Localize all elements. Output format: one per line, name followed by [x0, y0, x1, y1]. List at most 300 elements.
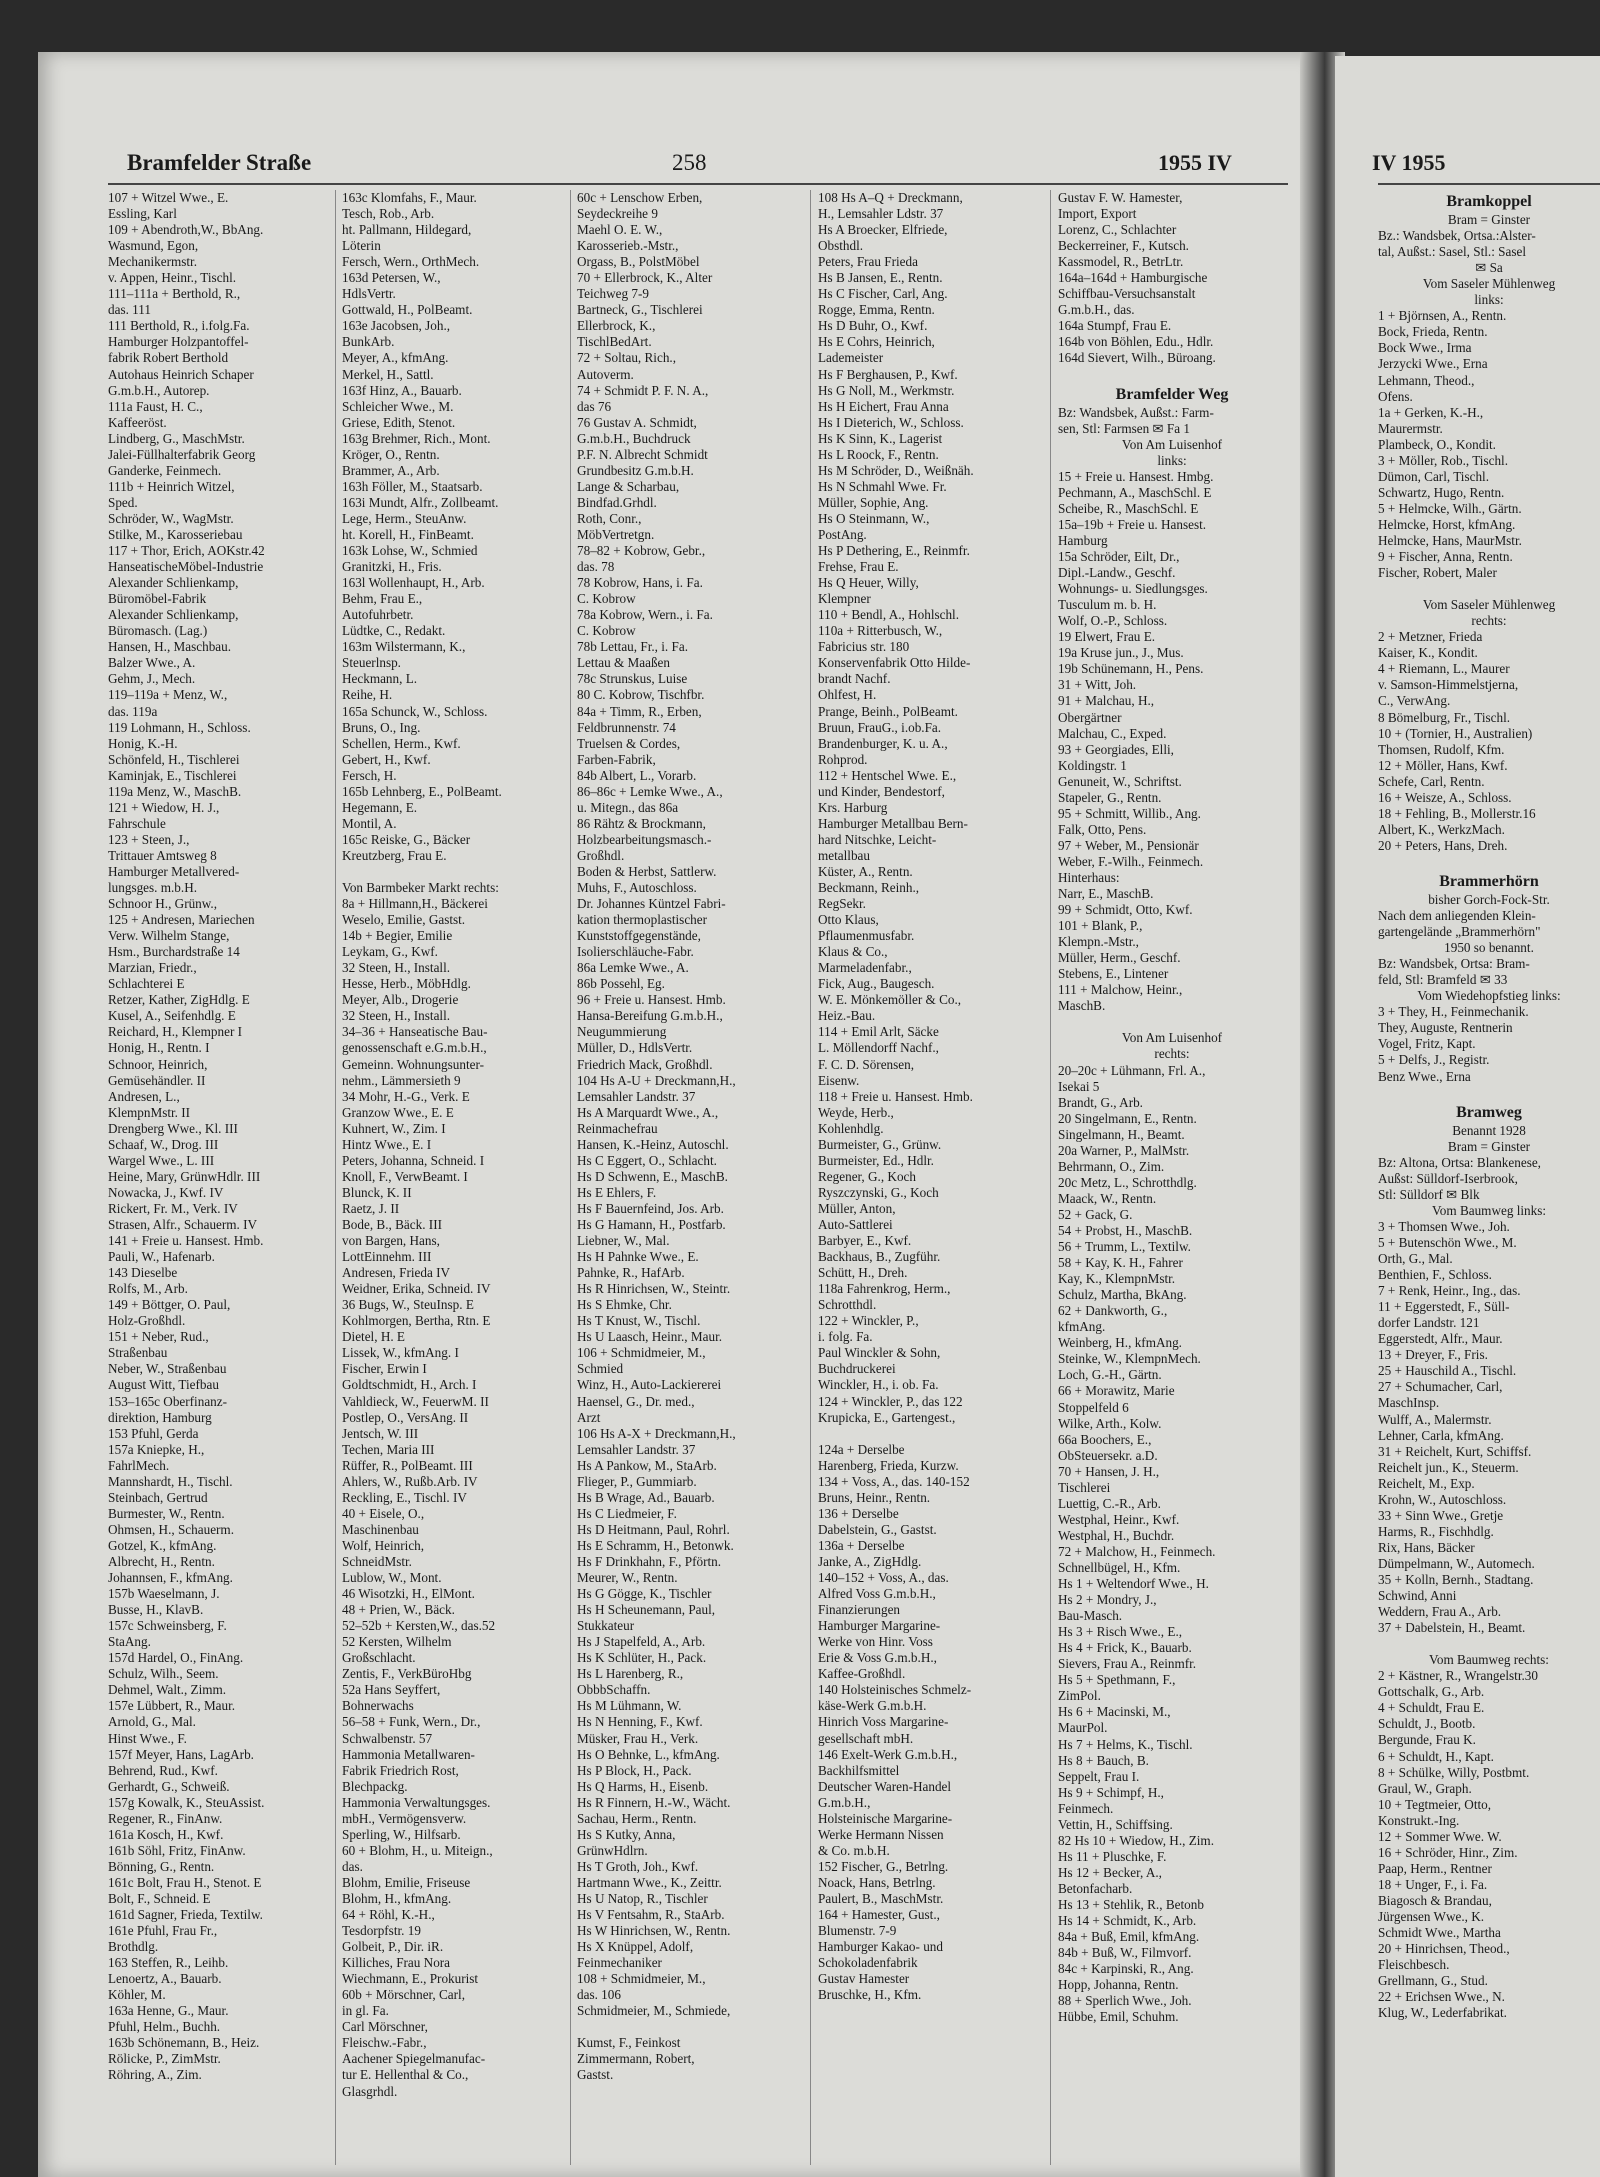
column-divider: [335, 190, 336, 2165]
directory-entry: Blohm, H., kfmAng.: [342, 1890, 452, 1906]
directory-entry: Andresen, L.,: [108, 1088, 180, 1104]
directory-entry: Techen, Maria III: [342, 1441, 435, 1457]
directory-entry: und Kinder, Bendestorf,: [818, 783, 945, 799]
directory-entry: Hs U Laasch, Heinr., Maur.: [577, 1329, 723, 1345]
directory-entry: Sachau, Herm., Rentn.: [577, 1810, 697, 1826]
directory-entry: Karosserieb.-Mstr.,: [577, 238, 679, 254]
directory-entry: 108 Hs A–Q + Dreckmann,: [818, 190, 963, 205]
directory-entry: Granzow Wwe., E. E: [342, 1104, 454, 1120]
directory-entry: Krupicka, E., Gartengest.,: [818, 1409, 956, 1425]
directory-entry: Sievers, Frau A., Reinmfr.: [1058, 1656, 1197, 1672]
directory-entry: Isekai 5: [1058, 1078, 1100, 1094]
directory-entry: Schröder, W., WagMstr.: [108, 510, 234, 526]
directory-entry: Schiffbau-Versuchsanstalt: [1058, 286, 1196, 302]
directory-entry: 165c Reiske, G., Bäcker: [342, 831, 471, 847]
directory-entry: Boden & Herbst, Sattlerw.: [577, 863, 717, 879]
directory-entry: Erie & Voss G.m.b.H.,: [818, 1650, 937, 1666]
directory-entry: Paul Winckler & Sohn,: [818, 1345, 941, 1361]
directory-entry: Bz: Altona, Ortsa: Blankenese,: [1378, 1154, 1541, 1170]
directory-entry: 84a + Timm, R., Erben,: [577, 703, 702, 719]
directory-entry: Biagosch & Brandau,: [1378, 1892, 1492, 1908]
directory-entry: Werke von Hinr. Voss: [818, 1634, 933, 1650]
directory-entry: feld, Stl: Bramfeld ✉ 33: [1378, 972, 1508, 988]
directory-entry: Maack, W., Rentn.: [1058, 1190, 1157, 1206]
directory-entry: 72 + Malchow, H., Feinmech.: [1058, 1543, 1216, 1559]
directory-entry: Ahlers, W., Rußb.Arb. IV: [342, 1473, 478, 1489]
directory-entry: 165b Lehnberg, E., PolBeamt.: [342, 783, 502, 799]
directory-entry: Schnellbügel, H., Kfm.: [1058, 1559, 1181, 1575]
directory-entry: 107 + Witzel Wwe., E.: [108, 190, 229, 205]
directory-entry: 16 + Weisze, A., Schloss.: [1378, 789, 1512, 805]
directory-entry: Hs P Block, H., Pack.: [577, 1762, 692, 1778]
directory-entry: 5 + Delfs, J., Registr.: [1378, 1052, 1490, 1068]
directory-entry: Seppelt, Frau I.: [1058, 1768, 1140, 1784]
directory-entry: Hs N Schmahl Wwe. Fr.: [818, 478, 947, 494]
directory-entry: Seydeckreihe 9: [577, 206, 658, 222]
directory-entry: Hs U Natop, R., Tischler: [577, 1890, 708, 1906]
directory-entry: Ganderke, Feinmech.: [108, 462, 222, 478]
directory-entry: 157d Hardel, O., FinAng.: [108, 1650, 244, 1666]
directory-entry: Bergunde, Frau K.: [1378, 1732, 1476, 1748]
directory-entry: 121 + Wiedow, H. J.,: [108, 799, 220, 815]
directory-entry: FahrlMech.: [108, 1457, 170, 1473]
directory-entry: Schmidt Wwe., Martha: [1378, 1925, 1501, 1941]
directory-entry: Behrmann, O., Zim.: [1058, 1158, 1165, 1174]
directory-entry: Backhilfsmittel: [818, 1762, 900, 1778]
directory-entry: 165a Schunck, W., Schloss.: [342, 703, 488, 719]
directory-entry: 108 + Schmidmeier, M.,: [577, 1971, 706, 1987]
directory-entry: Malchau, C., Exped.: [1058, 725, 1167, 741]
directory-entry: 3 + They, H., Feinmechanik.: [1378, 1004, 1529, 1020]
directory-entry: Westphal, Heinr., Kwf.: [1058, 1511, 1180, 1527]
directory-entry: Gastst.: [577, 2067, 614, 2083]
directory-entry: 153 Pfuhl, Gerda: [108, 1425, 199, 1441]
section-note: Von Am Luisenhof: [1121, 436, 1223, 452]
directory-entry: Killiches, Frau Nora: [342, 1955, 451, 1971]
directory-entry: Fleischbesch.: [1378, 1957, 1450, 1973]
directory-entry: 157g Kowalk, K., SteuAssist.: [108, 1794, 265, 1810]
directory-entry: 32 Steen, H., Install.: [342, 960, 451, 976]
directory-entry: sen, Stl: Farmsen ✉ Fa 1: [1058, 420, 1190, 436]
directory-entry: G.m.b.H.,: [818, 1794, 871, 1810]
directory-entry: 16 + Schröder, Hinr., Zim.: [1378, 1844, 1518, 1860]
directory-entry: Schefe, Carl, Rentn.: [1378, 773, 1485, 789]
directory-entry: Barbyer, E., Kwf.: [818, 1233, 912, 1249]
directory-entry: Dietel, H. E: [342, 1329, 405, 1345]
directory-entry: Dipl.-Landw., Geschf.: [1058, 565, 1176, 581]
directory-entry: Weselo, Emilie, Gastst.: [342, 912, 466, 928]
directory-entry: 82 Hs 10 + Wiedow, H., Zim.: [1058, 1832, 1214, 1848]
directory-entry: Liebner, W., Mal.: [577, 1233, 670, 1249]
directory-entry: Hinrich Voss Margarine-: [818, 1714, 949, 1730]
directory-entry: Hs K Sinn, K., Lagerist: [818, 430, 943, 446]
directory-entry: Gerhardt, G., Schweiß.: [108, 1778, 230, 1794]
directory-entry: Stebens, E., Lintener: [1058, 966, 1169, 982]
directory-entry: hard Nitschke, Leicht-: [818, 831, 937, 847]
directory-entry: Meyer, Alb., Drogerie: [342, 992, 459, 1008]
directory-entry: 15 + Freie u. Hansest. Hmbg.: [1058, 468, 1214, 484]
directory-column-5: [1058, 190, 1286, 2165]
directory-entry: 111a Faust, H. C.,: [108, 398, 203, 414]
directory-entry: Hübbe, Emil, Schuhm.: [1058, 2009, 1179, 2025]
directory-entry: Hs J Stapelfeld, A., Arb.: [577, 1634, 706, 1650]
directory-entry: Hs X Knüppel, Adolf,: [577, 1939, 694, 1955]
directory-entry: Burmeister, G., Grünw.: [818, 1136, 942, 1152]
directory-entry: Winz, H., Auto-Lackiererei: [577, 1377, 722, 1393]
directory-entry: Vettin, H., Schiffsing.: [1058, 1816, 1173, 1832]
directory-entry: SchneidMstr.: [342, 1553, 412, 1569]
directory-entry: Reihe, H.: [342, 687, 393, 703]
directory-entry: 66 + Morawitz, Marie: [1058, 1383, 1175, 1399]
directory-entry: Fischer, Erwin I: [342, 1361, 427, 1377]
directory-entry: 60 + Blohm, H., u. Miteign.,: [342, 1842, 493, 1858]
directory-entry: Truelsen & Cordes,: [577, 735, 681, 751]
directory-entry: Hs L Roock, F., Rentn.: [818, 446, 939, 462]
directory-entry: August Witt, Tiefbau: [108, 1377, 219, 1393]
directory-entry: Schnoor, Heinrich,: [108, 1056, 208, 1072]
directory-entry: Albert, K., WerkzMach.: [1378, 821, 1505, 837]
directory-entry: Kohlmorgen, Bertha, Rtn. E: [342, 1313, 491, 1329]
directory-entry: Wilke, Arth., Kolw.: [1058, 1415, 1162, 1431]
directory-entry: Paulert, B., MaschMstr.: [818, 1890, 944, 1906]
directory-entry: Hamburger Metallbau Bern-: [818, 815, 968, 831]
directory-entry: Hs G Hamann, H., Postfarb.: [577, 1217, 726, 1232]
directory-entry: Ryszczynski, G., Koch: [818, 1184, 939, 1200]
directory-entry: Helmcke, Horst, kfmAng.: [1378, 516, 1516, 532]
directory-entry: Autohaus Heinrich Schaper: [108, 366, 254, 382]
directory-entry: Wasmund, Egon,: [108, 238, 199, 254]
directory-entry: Beckerreiner, F., Kutsch.: [1058, 238, 1189, 254]
directory-entry: Dümon, Carl, Tischl.: [1378, 468, 1490, 484]
directory-entry: Tischlerei: [1058, 1479, 1111, 1495]
directory-entry: Hs M Schröder, D., Weißnäh.: [818, 462, 974, 478]
directory-entry: Ohlfest, H.: [818, 687, 877, 703]
directory-entry: LottEinnehm. III: [342, 1249, 432, 1265]
directory-entry: 163e Jacobsen, Joh.,: [342, 318, 451, 334]
directory-entry: P.F. N. Albrecht Schmidt: [577, 446, 708, 462]
directory-entry: Lettau & Maaßen: [577, 655, 671, 671]
directory-entry: 157e Lübbert, R., Maur.: [108, 1698, 236, 1714]
directory-entry: Reichelt, M., Exp.: [1378, 1475, 1475, 1491]
directory-entry: Dümpelmann, W., Automech.: [1378, 1555, 1535, 1571]
directory-entry: Blumenstr. 7-9: [818, 1923, 897, 1939]
directory-entry: Fischer, Robert, Maler: [1378, 565, 1497, 581]
directory-entry: Busse, H., KlavB.: [108, 1602, 204, 1618]
directory-entry: [577, 2019, 804, 2035]
directory-entry: dorfer Landstr. 121: [1378, 1315, 1480, 1331]
directory-entry: 64 + Röhl, K.-H.,: [342, 1907, 435, 1923]
directory-entry: 8 Bömelburg, Fr., Tischl.: [1378, 709, 1511, 725]
directory-entry: 157b Waeselmann, J.: [108, 1586, 220, 1602]
directory-entry: Gottwald, H., PolBeamt.: [342, 302, 473, 318]
directory-entry: 163d Petersen, W.,: [342, 270, 441, 286]
directory-entry: 1 + Björnsen, A., Rentn.: [1378, 308, 1507, 324]
directory-entry: Tesdorpfstr. 19: [342, 1923, 421, 1939]
directory-entry: Janke, A., ZigHdlg.: [818, 1553, 922, 1569]
directory-entry: 25 + Hauschild A., Tischl.: [1378, 1363, 1517, 1379]
directory-entry: 34 Mohr, H.-G., Verk. E: [342, 1088, 470, 1104]
directory-entry: 163a Henne, G., Maur.: [108, 2003, 229, 2019]
directory-entry: 157a Kniepke, H.,: [108, 1441, 205, 1457]
directory-entry: 114 + Emil Arlt, Säcke: [818, 1024, 939, 1040]
directory-entry: Zimmermann, Robert,: [577, 2051, 695, 2067]
directory-entry: Kohlenhdlg.: [818, 1120, 884, 1136]
directory-entry: kation thermoplastischer: [577, 912, 708, 928]
directory-entry: Knoll, F., VerwBeamt. I: [342, 1168, 468, 1184]
directory-entry: 20–20c + Lühmann, Frl. A.,: [1058, 1062, 1206, 1078]
directory-entry: 3 + Thomsen Wwe., Joh.: [1378, 1218, 1510, 1234]
header-rule-left: [108, 183, 1288, 185]
directory-entry: 161a Kosch, H., Kwf.: [108, 1826, 224, 1842]
directory-entry: 72 + Soltau, Rich.,: [577, 350, 677, 366]
directory-entry: käse-Werk G.m.b.H.: [818, 1698, 927, 1714]
directory-column-3: [577, 190, 804, 2165]
directory-entry: Schrotthdl.: [818, 1297, 877, 1313]
directory-entry: Peters, Johanna, Schneid. I: [342, 1152, 485, 1168]
directory-entry: Von Barmbeker Markt rechts:: [342, 880, 499, 896]
directory-entry: Hs T Knust, W., Tischl.: [577, 1313, 701, 1329]
directory-entry: Rickert, Fr. M., Verk. IV: [108, 1200, 238, 1216]
directory-entry: Kaffee-Großhdl.: [818, 1666, 906, 1682]
directory-entry: Heine, Mary, GrünwHdlr. III: [108, 1168, 261, 1184]
directory-entry: Autoverm.: [577, 366, 634, 382]
directory-entry: Hansen, K.-Heinz, Autoschl.: [577, 1136, 729, 1152]
directory-entry: 143 Dieselbe: [108, 1265, 178, 1281]
directory-entry: 15a Schröder, Eilt, Dr.,: [1058, 549, 1180, 565]
directory-entry: Noack, Hans, Betrlng.: [818, 1874, 936, 1890]
directory-entry: Griese, Edith, Stenot.: [342, 414, 456, 430]
directory-entry: Werke Hermann Nissen: [818, 1826, 944, 1842]
directory-entry: [1058, 1014, 1286, 1030]
directory-entry: Bindfad.Grhdl.: [577, 494, 657, 510]
directory-entry: F. C. D. Sörensen,: [818, 1056, 915, 1072]
directory-column-2: [342, 190, 564, 2165]
directory-entry: 163g Brehmer, Rich., Mont.: [342, 430, 491, 446]
column-divider: [570, 190, 571, 2165]
directory-entry: 111–111a + Berthold, R.,: [108, 286, 241, 302]
directory-entry: 161b Söhl, Fritz, FinAnw.: [108, 1842, 246, 1858]
directory-entry: Bartneck, G., Tischlerei: [577, 302, 703, 318]
directory-entry: Hsm., Burchardstraße 14: [108, 944, 240, 960]
directory-entry: 20 Singelmann, E., Rentn.: [1058, 1110, 1197, 1126]
directory-entry: Schulz, Martha, BkAng.: [1058, 1287, 1187, 1303]
directory-entry: 18 + Fehling, B., Mollerstr.16: [1378, 805, 1536, 821]
directory-entry: MaschInsp.: [1378, 1395, 1440, 1411]
directory-entry: Aachener Spiegelmanufac-: [342, 2051, 486, 2067]
directory-entry: Hs 12 + Becker, A.,: [1058, 1864, 1162, 1880]
directory-entry: 8a + Hillmann,H., Bäckerei: [342, 896, 488, 912]
directory-entry: 101 + Blank, P.,: [1058, 918, 1143, 934]
directory-entry: Röhring, A., Zim.: [108, 2067, 202, 2083]
directory-entry: Kumst, F., Feinkost: [577, 2035, 681, 2051]
directory-entry: Brothdlg.: [108, 1939, 159, 1955]
directory-entry: brandt Nachf.: [818, 671, 891, 687]
directory-entry: Kassmodel, R., BetrLtr.: [1058, 254, 1184, 270]
directory-entry: Neugummierung: [577, 1024, 667, 1040]
directory-entry: [342, 864, 564, 880]
directory-entry: 106 Hs A-X + Dreckmann,H.,: [577, 1425, 736, 1441]
directory-entry: Ofens.: [1378, 388, 1413, 404]
directory-entry: gartengelände „Brammerhörn": [1378, 924, 1541, 940]
directory-entry: Sped.: [108, 494, 138, 510]
directory-entry: Helmcke, Hans, MaurMstr.: [1378, 532, 1522, 548]
directory-entry: Schwartz, Hugo, Rentn.: [1378, 484, 1505, 500]
directory-entry: MöbVertretgn.: [577, 526, 655, 542]
directory-entry: Müller, D., HdlsVertr.: [577, 1040, 693, 1056]
directory-entry: Blohm, Emilie, Friseuse: [342, 1874, 471, 1890]
directory-entry: Hs 7 + Helms, K., Tischl.: [1058, 1736, 1193, 1752]
directory-entry: 161e Pfuhl, Frau Fr.,: [108, 1923, 218, 1939]
directory-entry: 110a + Ritterbusch, W.,: [818, 623, 943, 639]
page-number: 258: [672, 150, 707, 175]
directory-entry: 122 + Winckler, P.,: [818, 1313, 919, 1329]
directory-entry: Koldingstr. 1: [1058, 757, 1127, 773]
directory-entry: das 76: [577, 398, 612, 414]
directory-entry: 78–82 + Kobrow, Gebr.,: [577, 543, 706, 559]
directory-entry: Reichard, H., Klempner I: [108, 1024, 243, 1040]
street-heading: Bramweg: [1456, 1104, 1522, 1121]
directory-entry: Meurer, W., Rentn.: [577, 1570, 678, 1586]
directory-entry: 48 + Prien, W., Bäck.: [342, 1602, 455, 1618]
directory-entry: They, Auguste, Rentnerin: [1378, 1020, 1513, 1036]
directory-entry: Hammonia Verwaltungsges.: [342, 1794, 491, 1810]
directory-entry: 117 + Thor, Erich, AOKstr.42: [108, 543, 265, 559]
section-note: links:: [1157, 452, 1187, 468]
directory-entry: 91 + Malchau, H.,: [1058, 693, 1155, 709]
directory-entry: Jerzycki Wwe., Erna: [1378, 356, 1488, 372]
directory-entry: 5 + Butenschön Wwe., M.: [1378, 1235, 1517, 1250]
directory-entry: Hartmann Wwe., K., Zeittr.: [577, 1874, 722, 1890]
directory-entry: das. 111: [108, 302, 151, 318]
directory-entry: 19 Elwert, Frau E.: [1058, 629, 1156, 645]
directory-entry: Jürgensen Wwe., K.: [1378, 1908, 1485, 1924]
directory-entry: Klug, W., Lederfabrikat.: [1378, 2005, 1507, 2021]
directory-entry: ZimPol.: [1058, 1688, 1101, 1704]
directory-entry: KlempnMstr. II: [108, 1104, 191, 1120]
directory-entry: 52 + Gack, G.: [1058, 1206, 1133, 1222]
directory-entry: u. Mitegn., das 86a: [577, 799, 679, 815]
directory-entry: Krohn, W., Autoschloss.: [1378, 1491, 1507, 1507]
directory-entry: 163f Hinz, A., Bauarb.: [342, 382, 462, 398]
directory-entry: 134 + Voss, A., das. 140-152: [818, 1473, 970, 1489]
directory-entry: Hs 1 + Weltendorf Wwe., H.: [1058, 1576, 1209, 1592]
directory-entry: Kunststoffgegenstände,: [577, 928, 701, 944]
directory-entry: Hs A Broecker, Elfriede,: [818, 222, 948, 238]
directory-entry: 20 + Peters, Hans, Dreh.: [1378, 837, 1508, 853]
directory-entry: Nach dem anliegenden Klein-: [1378, 908, 1536, 924]
directory-entry: 125 + Andresen, Mariechen: [108, 912, 255, 928]
directory-entry: 163l Wollenhaupt, H., Arb.: [342, 575, 485, 591]
directory-entry: das. 106: [577, 1987, 621, 2003]
directory-entry: 140 Holsteinisches Schmelz-: [818, 1682, 972, 1698]
directory-entry: Dr. Johannes Küntzel Fabri-: [577, 896, 726, 912]
directory-entry: Reinmachefrau: [577, 1120, 658, 1136]
directory-entry: Golbeit, P., Dir. iR.: [342, 1939, 444, 1955]
section-note: links:: [1474, 292, 1504, 308]
directory-entry: Hs L Harenberg, R.,: [577, 1666, 684, 1682]
directory-entry: 14b + Begier, Emilie: [342, 928, 453, 944]
directory-entry: Reckling, E., Tischl. IV: [342, 1489, 467, 1505]
directory-entry: Schnoor H., Grünw.,: [108, 896, 218, 912]
directory-entry: Hs B Jansen, E., Rentn.: [818, 270, 943, 286]
directory-entry: Weyde, Herb.,: [818, 1104, 894, 1120]
directory-entry: 74 + Schmidt P. F. N. A.,: [577, 382, 709, 398]
directory-entry: & Co. m.b.H.: [818, 1842, 890, 1858]
directory-entry: 88 + Sperlich Wwe., Joh.: [1058, 1993, 1192, 2009]
directory-entry: Hs E Schramm, H., Betonwk.: [577, 1537, 734, 1553]
directory-entry: Hammonia Metallwaren-: [342, 1746, 475, 1762]
directory-entry: Fersch, H.: [342, 767, 397, 783]
directory-entry: Wolf, O.-P., Schloss.: [1058, 613, 1168, 629]
directory-entry: Burmeister, Ed., Hdlr.: [818, 1152, 934, 1168]
directory-entry: Fersch, Wern., OrthMech.: [342, 254, 480, 270]
directory-entry: Burmester, W., Rentn.: [108, 1505, 225, 1521]
section-note: Vom Baumweg rechts:: [1429, 1652, 1549, 1668]
directory-entry: Honig, H., Rentn. I: [108, 1040, 210, 1056]
directory-entry: 40 + Eisele, O.,: [342, 1505, 425, 1521]
directory-entry: Hs M Lühmann, W.: [577, 1698, 682, 1714]
directory-entry: Hs I Dieterich, W., Schloss.: [818, 414, 964, 430]
directory-entry: L. Möllendorff Nachf.,: [818, 1040, 939, 1056]
section-note: Benannt 1928: [1452, 1122, 1526, 1138]
directory-entry: Harms, R., Fischhdlg.: [1378, 1523, 1494, 1539]
directory-entry: Hs 9 + Schimpf, H.,: [1058, 1784, 1164, 1800]
directory-entry: [818, 1426, 1044, 1442]
directory-entry: 78c Strunskus, Luise: [577, 671, 688, 687]
directory-entry: [1058, 367, 1286, 383]
directory-entry: Vahldieck, W., FeuerwM. II: [342, 1393, 489, 1409]
directory-entry: Trittauer Amtsweg 8: [108, 847, 217, 863]
section-note: Von Am Luisenhof: [1121, 1030, 1223, 1046]
directory-entry: 84b Albert, L., Vorarb.: [577, 767, 697, 783]
directory-entry: Lenoertz, A., Bauarb.: [108, 1971, 222, 1987]
directory-entry: 161d Sagner, Frieda, Textilw.: [108, 1907, 263, 1923]
directory-entry: 7 + Renk, Heinr., Ing., das.: [1378, 1283, 1521, 1299]
directory-entry: 152 Fischer, G., Betrlng.: [818, 1858, 949, 1874]
directory-entry: Hs C Eggert, O., Schlacht.: [577, 1152, 717, 1168]
directory-entry: Außst: Sülldorf-Iserbrook,: [1378, 1170, 1518, 1186]
directory-entry: Feinmechaniker: [577, 1955, 662, 1971]
directory-entry: 10 + Tegtmeier, Otto,: [1378, 1796, 1492, 1812]
directory-entry: Andresen, Frieda IV: [342, 1265, 451, 1281]
directory-entry: Wohnungs- u. Siedlungsges.: [1058, 581, 1208, 597]
directory-entry: mbH., Vermögensverw.: [342, 1810, 467, 1826]
directory-entry: C., VerwAng.: [1378, 693, 1451, 709]
directory-entry: Luettig, C.-R., Arb.: [1058, 1495, 1161, 1511]
directory-entry: Kröger, O., Rentn.: [342, 446, 440, 462]
directory-entry: Essling, Karl: [108, 206, 177, 222]
directory-entry: Hs D Buhr, O., Kwf.: [818, 318, 928, 334]
directory-entry: Leykam, G., Kwf.: [342, 944, 438, 960]
directory-entry: G.m.b.H., das.: [1058, 302, 1135, 318]
directory-entry: Schokoladenfabrik: [818, 1955, 918, 1971]
directory-entry: Lindberg, G., MaschMstr.: [108, 430, 245, 446]
directory-entry: Köhler, M.: [108, 1987, 166, 2003]
directory-entry: Friedrich Mack, Großhdl.: [577, 1056, 713, 1072]
directory-entry: 27 + Schumacher, Carl,: [1378, 1379, 1503, 1395]
directory-entry: Hs T Groth, Joh., Kwf.: [577, 1858, 699, 1874]
directory-entry: Gebert, H., Kwf.: [342, 751, 431, 767]
section-note: Vom Baumweg links:: [1431, 1202, 1547, 1218]
directory-entry: 86b Possehl, Eg.: [577, 976, 665, 992]
directory-entry: Hegemann, E.: [342, 799, 418, 815]
section-note: Bram = Ginster: [1447, 1138, 1531, 1154]
directory-entry: Hs F Bauernfeind, Jos. Arb.: [577, 1200, 724, 1216]
directory-entry: Harenberg, Frieda, Kurzw.: [818, 1457, 959, 1473]
directory-entry: Backhaus, B., Zugführ.: [818, 1249, 941, 1265]
directory-entry: 163i Mundt, Alfr., Zollbeamt.: [342, 494, 499, 510]
directory-entry: Regener, R., FinAnw.: [108, 1810, 223, 1826]
